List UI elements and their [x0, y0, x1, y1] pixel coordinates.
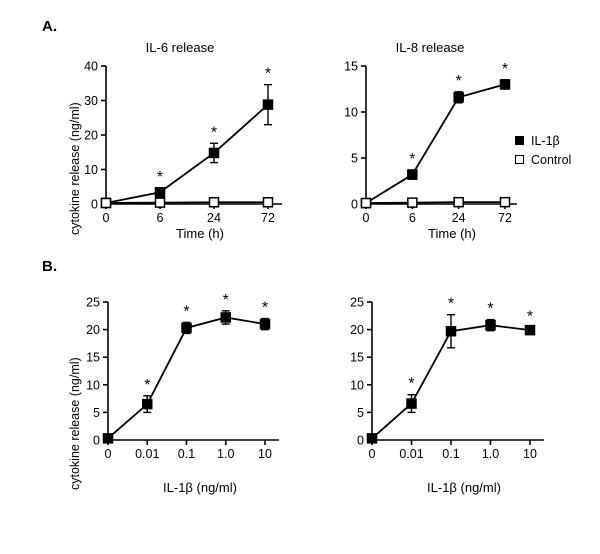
svg-text:0.01: 0.01: [399, 447, 424, 461]
svg-text:0: 0: [368, 447, 376, 461]
svg-text:5: 5: [351, 151, 358, 166]
open-square-icon: [515, 155, 524, 164]
svg-text:*: *: [487, 300, 494, 318]
svg-text:*: *: [409, 150, 416, 168]
svg-text:*: *: [501, 60, 509, 78]
svg-text:40: 40: [84, 59, 98, 74]
y-axis-label-dose-left: cytokine release (ng/ml): [68, 357, 82, 490]
svg-text:1.0: 1.0: [217, 447, 235, 461]
svg-text:*: *: [261, 299, 269, 317]
svg-text:72: 72: [498, 211, 512, 225]
svg-text:0.1: 0.1: [177, 447, 196, 461]
svg-text:1.0: 1.0: [481, 447, 500, 461]
svg-text:*: *: [183, 303, 190, 321]
chart-dose-response-right: [330, 280, 580, 510]
chart-il8-release: [330, 40, 580, 250]
svg-text:20: 20: [84, 128, 98, 143]
svg-text:10: 10: [258, 447, 272, 461]
svg-text:10: 10: [344, 105, 358, 120]
svg-text:15: 15: [86, 350, 100, 365]
svg-text:10: 10: [350, 378, 364, 393]
svg-text:*: *: [144, 376, 151, 394]
svg-text:*: *: [222, 291, 229, 309]
y-axis-label-il6: cytokine release (ng/ml): [68, 102, 82, 235]
svg-text:5: 5: [93, 405, 100, 420]
svg-text:10: 10: [523, 447, 537, 461]
x-axis-label-il6: Time (h): [176, 226, 224, 241]
svg-text:0.1: 0.1: [442, 447, 460, 461]
panel-label-b: B.: [42, 258, 58, 275]
svg-text:6: 6: [408, 211, 416, 225]
svg-text:5: 5: [357, 405, 364, 420]
svg-text:6: 6: [156, 211, 164, 225]
svg-text:*: *: [264, 65, 272, 83]
svg-text:0: 0: [104, 447, 112, 461]
legend-item-il1b: [515, 132, 571, 149]
svg-text:*: *: [455, 72, 462, 90]
plot-area-dose-right: [330, 280, 580, 480]
panel-label-a: A.: [42, 18, 58, 35]
legend-label-control: Control: [531, 152, 572, 167]
svg-text:25: 25: [350, 295, 364, 310]
x-axis-label-dose-left: IL-1β (ng/ml): [163, 480, 237, 495]
chart-title-il6: IL-6 release: [145, 40, 215, 55]
svg-text:*: *: [156, 169, 164, 187]
svg-text:25: 25: [86, 295, 100, 310]
svg-text:15: 15: [344, 59, 358, 74]
legend: [515, 132, 571, 170]
svg-text:0: 0: [362, 211, 370, 225]
svg-text:10: 10: [86, 378, 100, 393]
svg-text:*: *: [447, 295, 455, 313]
svg-text:0: 0: [93, 433, 100, 448]
svg-text:20: 20: [350, 323, 364, 338]
legend-item-control: [515, 151, 571, 168]
svg-text:15: 15: [350, 350, 364, 365]
svg-text:0: 0: [102, 211, 110, 225]
plot-area-il6: [60, 40, 300, 250]
legend-label-il1b: IL-1β: [531, 133, 560, 148]
svg-text:*: *: [408, 375, 415, 393]
plot-area-dose-left: [60, 280, 310, 480]
svg-text:24: 24: [207, 211, 221, 225]
filled-square-icon: [515, 136, 524, 145]
svg-text:30: 30: [84, 94, 98, 108]
chart-il6-release: [60, 40, 300, 250]
svg-text:0: 0: [351, 197, 358, 212]
svg-text:*: *: [210, 124, 218, 142]
x-axis-label-dose-right: IL-1β (ng/ml): [427, 480, 501, 495]
chart-dose-response-left: [60, 280, 310, 510]
svg-text:10: 10: [84, 163, 98, 177]
svg-text:72: 72: [261, 211, 275, 225]
svg-text:24: 24: [451, 211, 466, 225]
svg-text:20: 20: [86, 323, 100, 338]
svg-text:0.01: 0.01: [135, 447, 160, 461]
x-axis-label-il8: Time (h): [428, 226, 476, 241]
svg-text:0: 0: [91, 197, 98, 212]
chart-title-il8: IL-8 release: [395, 40, 465, 55]
svg-text:*: *: [526, 308, 534, 326]
svg-text:0: 0: [357, 433, 364, 448]
